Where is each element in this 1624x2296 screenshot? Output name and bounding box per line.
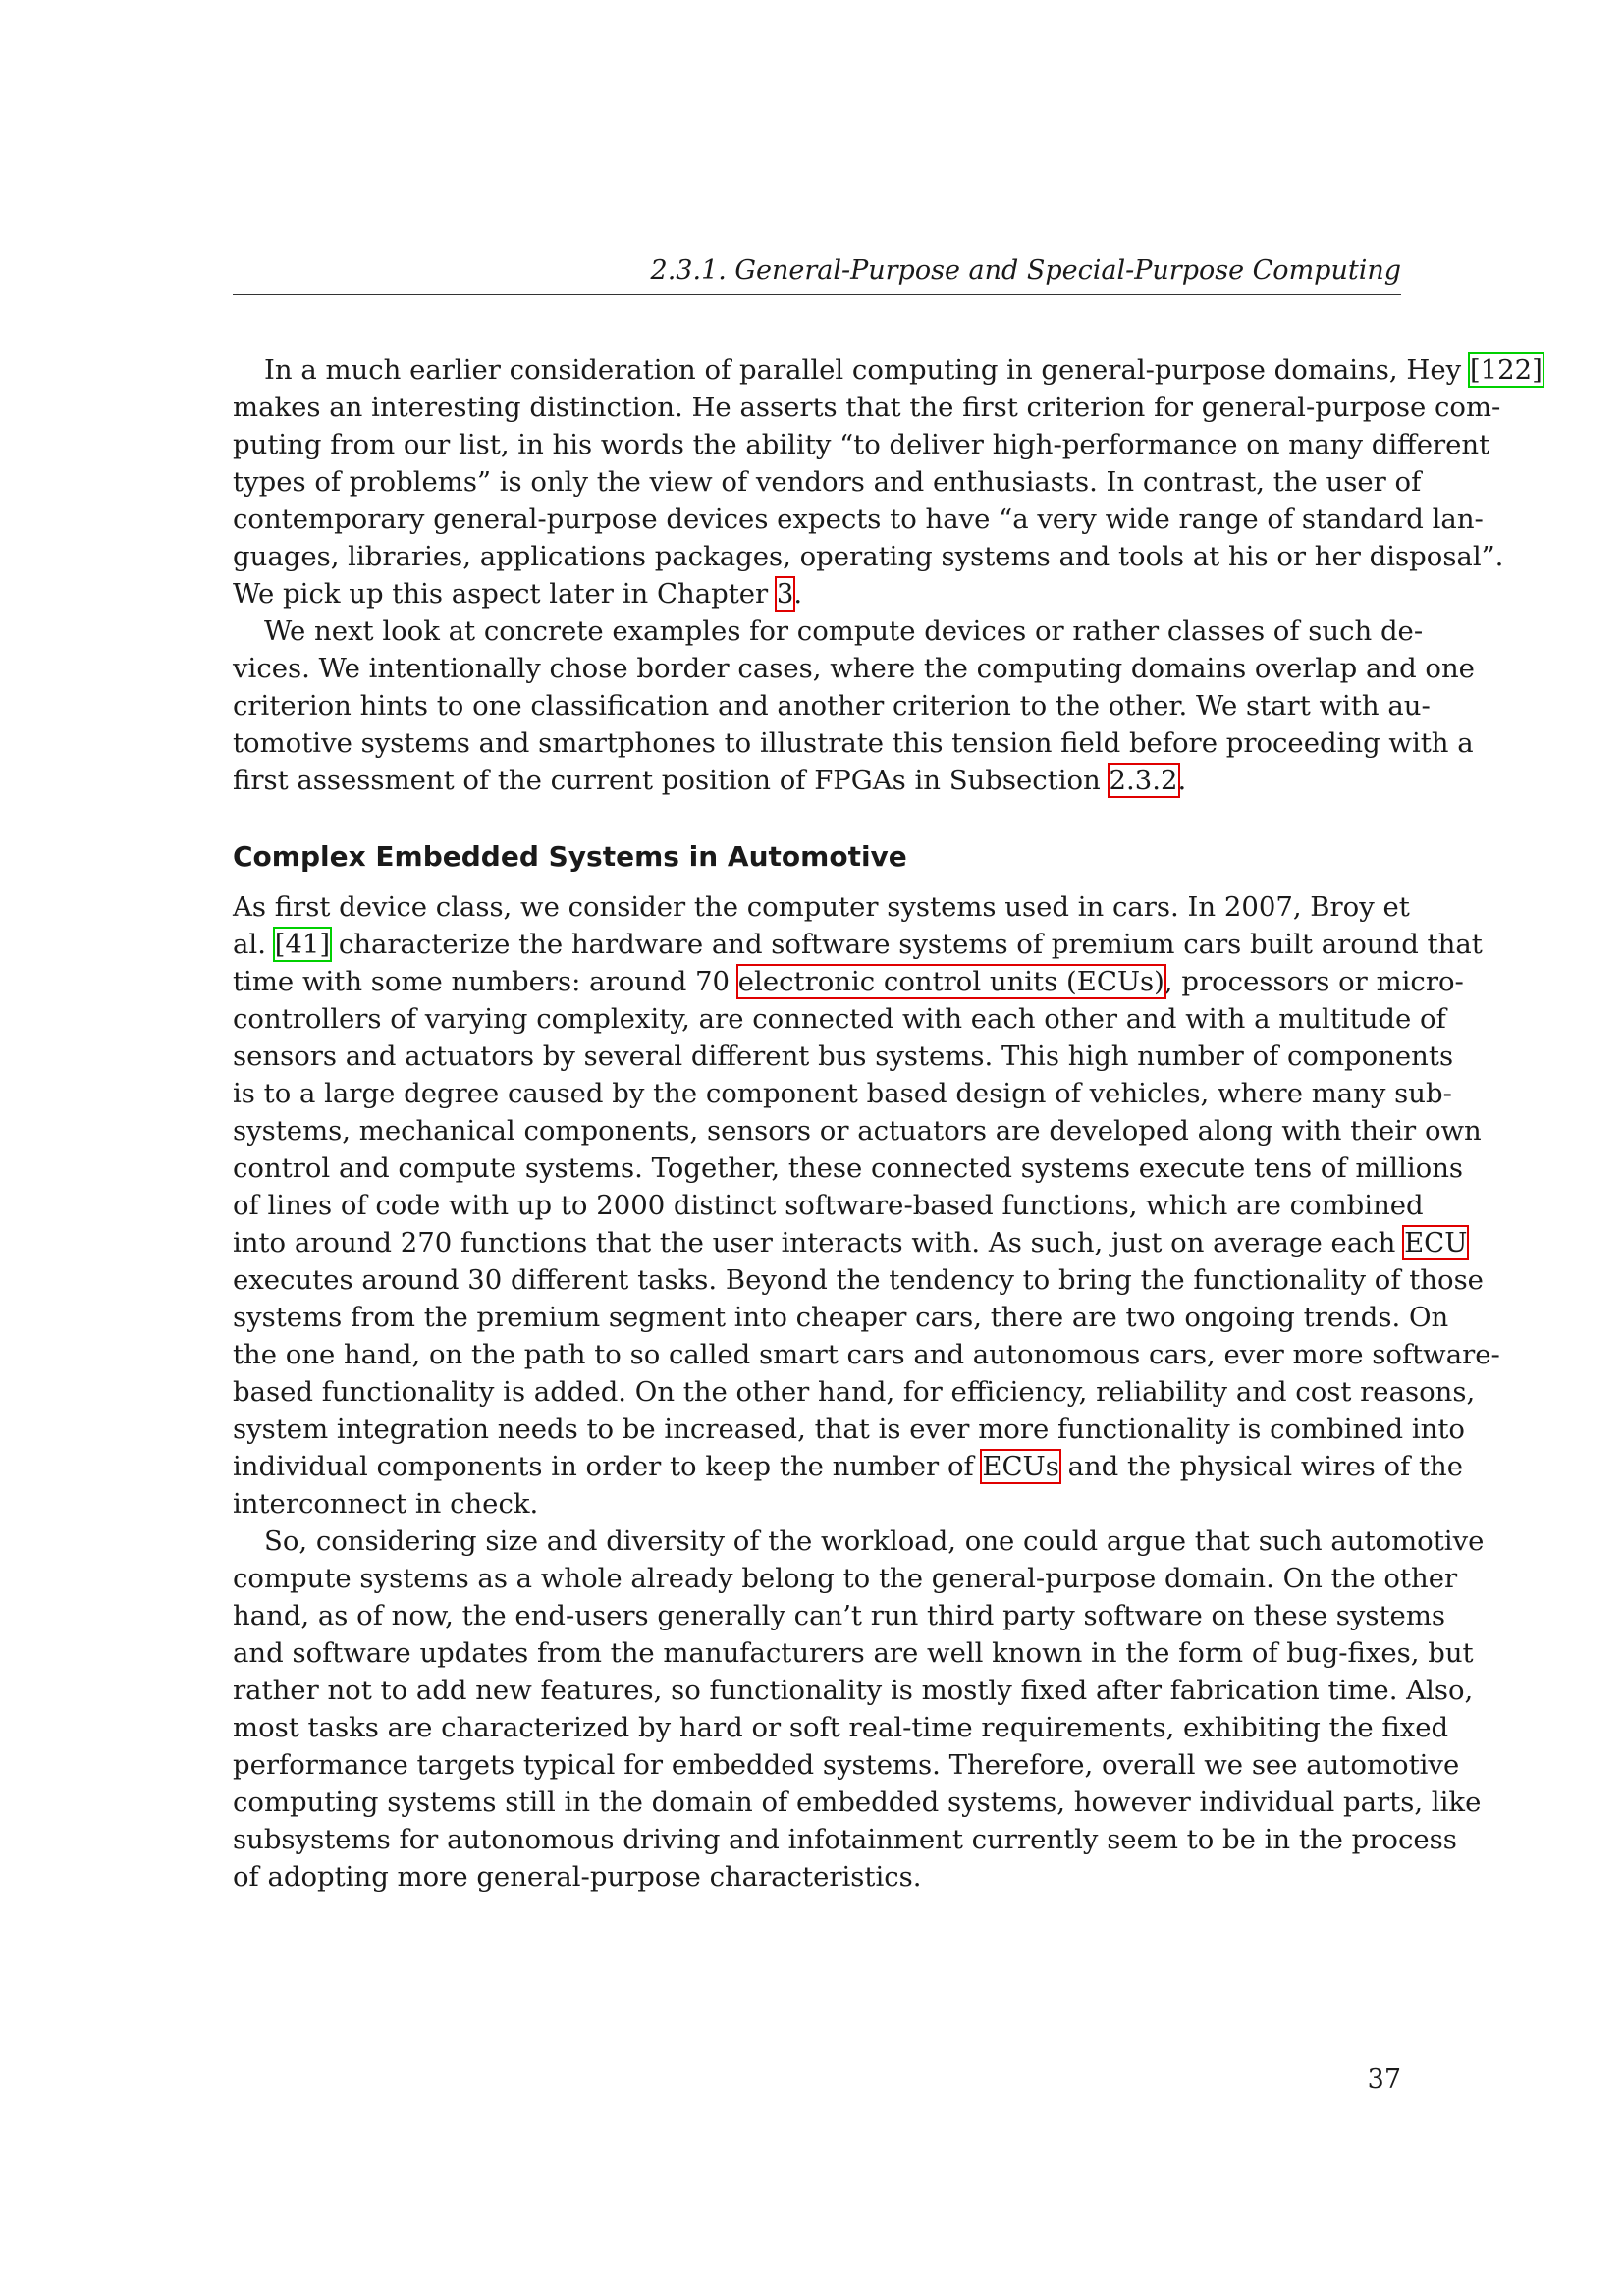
paragraph-line: criterion hints to one classification and another criterion to the other. We start with au-	[233, 690, 1431, 721]
text-span: into around 270 functions that the user interacts with. As such, just on average each	[233, 1227, 1405, 1258]
paragraph-line: of adopting more general-purpose characteristics.	[233, 1861, 922, 1893]
paragraph-line	[233, 1448, 1464, 1485]
paragraph-line: the one hand, on the path to so called smart cars and autonomous cars, ever more software-	[233, 1339, 1500, 1370]
paragraph-line: guages, libraries, applications packages, operating systems and tools at his or her disposal”.	[233, 541, 1504, 572]
glossary-link-ecus-2[interactable]: ECUs	[982, 1451, 1059, 1482]
paragraph-line: control and compute systems. Together, these connected systems execute tens of millions	[233, 1152, 1464, 1184]
running-header: 2.3.1. General-Purpose and Special-Purpose Computing	[650, 255, 1401, 286]
paragraph-line: computing systems still in the domain of embedded systems, however individual parts, like	[233, 1787, 1482, 1818]
intro-paragraphs	[233, 351, 1543, 799]
paragraph-line: contemporary general-purpose devices expects to have “a very wide range of standard lan-	[233, 504, 1484, 535]
text-span: We pick up this aspect later in Chapter	[233, 578, 777, 610]
text-span: time with some numbers: around 70	[233, 966, 738, 997]
chapter-ref-link[interactable]: 3	[776, 578, 794, 610]
paragraph-line: interconnect in check.	[233, 1488, 539, 1520]
paragraph-line: puting from our list, in his words the ability “to deliver high-performance on many different	[233, 429, 1490, 460]
paragraph-line	[233, 351, 1543, 389]
paragraph-line: We next look at concrete examples for compute devices or rather classes of such de-	[264, 615, 1424, 647]
paragraph-line: controllers of varying complexity, are connected with each other and with a multitude of	[233, 1003, 1446, 1035]
citation-link-41[interactable]: [41]	[274, 929, 331, 960]
paragraph-line	[233, 575, 1401, 613]
paragraph-line: sensors and actuators by several different bus systems. This high number of components	[233, 1041, 1454, 1072]
glossary-link-ecu[interactable]: ECU	[1404, 1227, 1468, 1258]
text-span: , processors or micro-	[1164, 966, 1464, 997]
text-span: and the physical wires of the	[1058, 1451, 1464, 1482]
citation-link-122[interactable]: [122]	[1469, 354, 1543, 386]
section-paragraphs	[233, 888, 1500, 1896]
section-heading: Complex Embedded Systems in Automotive	[233, 840, 907, 873]
paragraph-line: is to a large degree caused by the component based design of vehicles, where many sub-	[233, 1078, 1452, 1109]
text-span: al.	[233, 929, 275, 960]
paragraph-line: most tasks are characterized by hard or soft real-time requirements, exhibiting the fixed	[233, 1712, 1449, 1743]
text-span: first assessment of the current position of FPGAs in Subsection	[233, 765, 1110, 796]
text-span: individual components in order to keep the number of	[233, 1451, 983, 1482]
paragraph-line: and software updates from the manufacturers are well known in the form of bug-fixes, but	[233, 1637, 1474, 1669]
subsection-ref-link[interactable]: 2.3.2	[1109, 765, 1178, 796]
paragraph-line: rather not to add new features, so functionality is mostly fixed after fabrication time. Also,	[233, 1675, 1474, 1706]
paragraph-line: systems from the premium segment into cheaper cars, there are two ongoing trends. On	[233, 1302, 1449, 1333]
paragraph-line: performance targets typical for embedded systems. Therefore, overall we see automotive	[233, 1749, 1460, 1781]
paragraph-line: of lines of code with up to 2000 distinct software-based functions, which are combined	[233, 1190, 1424, 1221]
paragraph-line	[233, 1224, 1468, 1261]
paragraph-line: As first device class, we consider the computer systems used in cars. In 2007, Broy et	[233, 891, 1410, 923]
paragraph-line: subsystems for autonomous driving and infotainment currently seem to be in the process	[233, 1824, 1457, 1855]
paragraph-line	[233, 963, 1464, 1000]
paragraph-line: hand, as of now, the end-users generally can’t run third party software on these systems	[233, 1600, 1446, 1631]
paragraph-line: So, considering size and diversity of the workload, one could argue that such automotive	[264, 1525, 1485, 1557]
paragraph-line: makes an interesting distinction. He asserts that the first criterion for general-purpose com-	[233, 392, 1501, 423]
text-span: .	[793, 578, 803, 610]
paragraph-line: tomotive systems and smartphones to illustrate this tension field before proceeding with a	[233, 727, 1474, 759]
paragraph-line: executes around 30 different tasks. Beyond the tendency to bring the functionality of those	[233, 1264, 1484, 1296]
paragraph-line: system integration needs to be increased, that is ever more functionality is combined into	[233, 1414, 1465, 1445]
paragraph-line: based functionality is added. On the other hand, for efficiency, reliability and cost reasons,	[233, 1376, 1476, 1408]
header-rule	[233, 294, 1401, 295]
page-number: 37	[1367, 2064, 1401, 2095]
paragraph-line	[233, 926, 1483, 963]
paragraph-line	[233, 762, 1401, 799]
paragraph-line: types of problems” is only the view of vendors and enthusiasts. In contrast, the user of	[233, 466, 1422, 498]
paragraph-line: compute systems as a whole already belong to the general-purpose domain. On the other	[233, 1563, 1458, 1594]
text-span: characterize the hardware and software systems of premium cars built around that	[330, 929, 1483, 960]
paragraph-line: systems, mechanical components, sensors or actuators are developed along with their own	[233, 1115, 1482, 1147]
paragraph-line: vices. We intentionally chose border cases, where the computing domains overlap and one	[233, 653, 1475, 684]
glossary-link-ecus[interactable]: electronic control units (ECUs)	[737, 966, 1164, 997]
text-span: .	[1177, 765, 1187, 796]
text-span: In a much earlier consideration of parallel computing in general-purpose domains, Hey	[264, 354, 1470, 386]
